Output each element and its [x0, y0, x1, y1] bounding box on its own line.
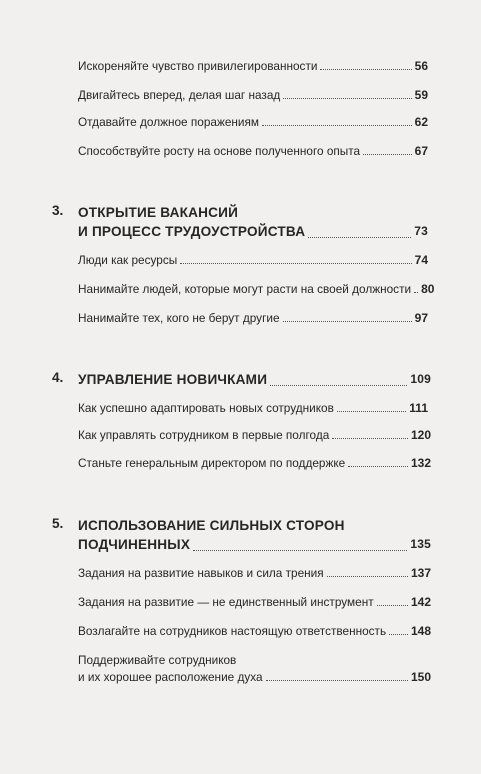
toc-entry [78, 401, 428, 415]
toc-entry-title-line: и их хорошее расположение духа [78, 670, 263, 684]
dot-leader [414, 292, 418, 293]
dot-leader [320, 69, 411, 70]
toc-entry [78, 595, 431, 609]
dot-leader [262, 125, 412, 126]
dot-leader [308, 237, 411, 238]
toc-entry [78, 144, 428, 158]
chapter-number: 5. [52, 516, 64, 531]
toc-entry-page: 67 [414, 144, 428, 158]
toc-entry-page: 137 [410, 566, 431, 580]
dot-leader [283, 98, 411, 99]
chapter-number: 3. [52, 203, 64, 218]
dot-leader [327, 576, 408, 577]
toc-entry-title: Двигайтесь вперед, делая шаг назад [78, 88, 281, 102]
toc-entry [78, 311, 428, 325]
dot-leader [348, 466, 408, 467]
toc-entry-page: 74 [414, 253, 428, 267]
dot-leader [332, 438, 408, 439]
toc-entry-title: Задания на развитие — не единственный инструмент [78, 595, 374, 609]
dot-leader [337, 411, 406, 412]
chapter-title-line: ПОДЧИНЕННЫХ [78, 537, 191, 552]
toc-entry-title: Способствуйте росту на основе полученного опыта [78, 144, 361, 158]
toc-entry [78, 282, 435, 296]
chapter-heading [78, 535, 431, 554]
dot-leader [283, 321, 412, 322]
toc-entry-title: Как успешно адаптировать новых сотрудников [78, 401, 334, 415]
toc-entry-page: 80 [421, 282, 435, 296]
dot-leader [377, 605, 408, 606]
chapter-heading [78, 370, 431, 389]
toc-entry [78, 624, 431, 638]
dot-leader [363, 154, 412, 155]
chapter-title-line: УПРАВЛЕНИЕ НОВИЧКАМИ [78, 372, 268, 387]
toc-entry [78, 670, 431, 684]
toc-entry-page: 111 [409, 401, 428, 415]
toc-entry-page: 97 [414, 311, 428, 325]
toc-entry-page: 132 [410, 456, 431, 470]
toc-entry-title: Люди как ресурсы [78, 253, 178, 267]
chapter-heading [78, 222, 428, 241]
toc-entry-page: 148 [410, 624, 431, 638]
toc-entry-title: Задания на развитие навыков и сила трения [78, 566, 324, 580]
dot-leader [266, 680, 408, 681]
chapter-title-line: И ПРОЦЕСС ТРУДОУСТРОЙСТВА [78, 224, 306, 239]
toc-entry [78, 253, 428, 267]
toc-entry-title: Искореняйте чувство привилегированности [78, 59, 318, 73]
dot-leader [193, 550, 407, 551]
chapter-title-line: ИСПОЛЬЗОВАНИЕ СИЛЬНЫХ СТОРОН [78, 518, 345, 533]
toc-entry [78, 566, 431, 580]
toc-entry-title: Станьте генеральным директором по поддержке [78, 456, 346, 470]
toc-entry [78, 115, 428, 129]
toc-entry [78, 59, 428, 73]
toc-entry-page: 59 [414, 88, 428, 102]
chapter-page: 135 [410, 537, 431, 551]
toc-entry-title: Нанимайте тех, кого не берут другие [78, 311, 280, 325]
toc-entry [78, 428, 431, 442]
toc-entry-title: Нанимайте людей, которые могут расти на своей должности [78, 282, 412, 296]
toc-entry [78, 456, 431, 470]
toc-entry-page: 150 [410, 670, 431, 684]
chapter-title-line: ОТКРЫТИЕ ВАКАНСИЙ [78, 205, 239, 220]
dot-leader [180, 263, 411, 264]
toc-entry-title: Отдавайте должное поражениям [78, 115, 260, 129]
toc-entry-page: 120 [410, 428, 431, 442]
toc-entry-page: 62 [414, 115, 428, 129]
toc-entry-title-line: Поддерживайте сотрудников [78, 653, 237, 667]
toc-entry [78, 88, 428, 102]
toc-entry-title: Как управлять сотрудником в первые полгода [78, 428, 330, 442]
dot-leader [270, 385, 407, 386]
toc-entry-page: 142 [410, 595, 431, 609]
toc-entry-title: Возлагайте на сотрудников настоящую ответственность [78, 624, 387, 638]
dot-leader [389, 634, 408, 635]
chapter-page: 109 [410, 372, 431, 386]
toc-entry-page: 56 [414, 59, 428, 73]
chapter-number: 4. [52, 370, 64, 385]
chapter-page: 73 [414, 224, 428, 238]
